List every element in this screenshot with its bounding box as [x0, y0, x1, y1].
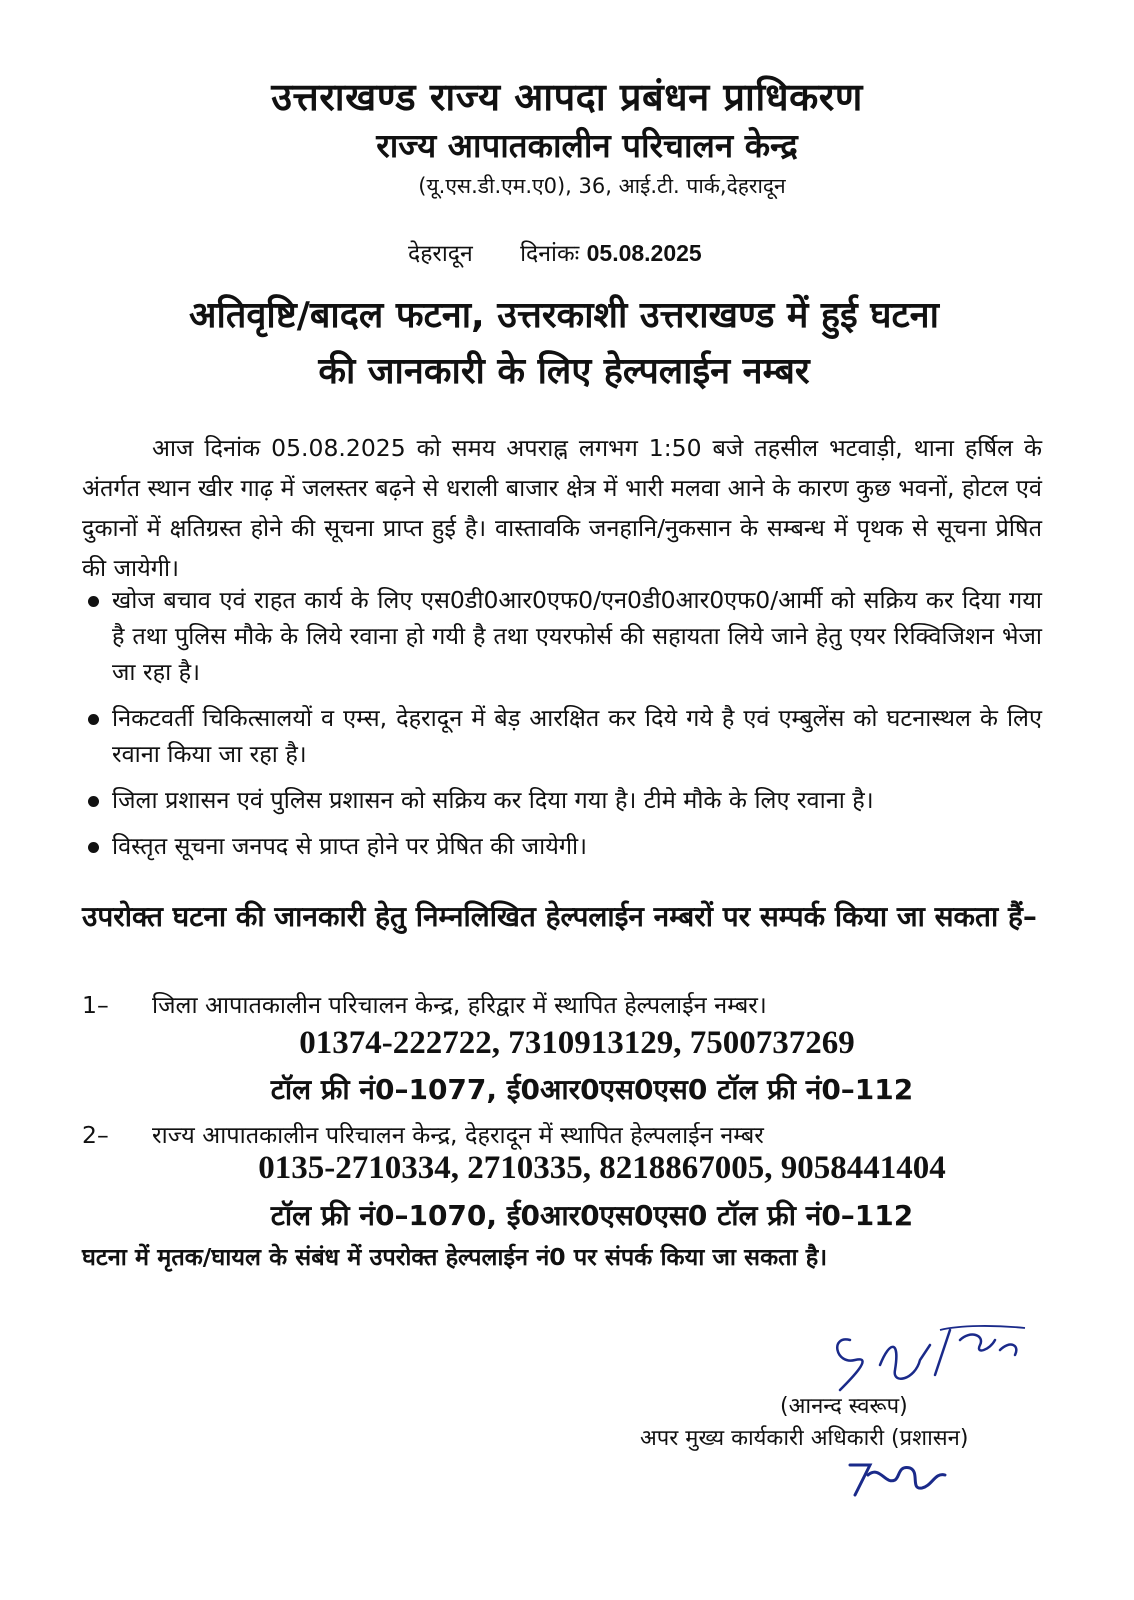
signatory-designation: अपर मुख्य कार्यकारी अधिकारी (प्रशासन): [640, 1426, 969, 1451]
bullet-icon: [88, 842, 99, 853]
helpline-2-index: 2–: [82, 1121, 109, 1149]
place-and-date: [408, 236, 702, 268]
list-item: [82, 700, 1042, 772]
list-item-text: खोज बचाव एवं राहत कार्य के लिए एस0डी0आर0एफ0/एन0डी0आर0एफ0/आर्मी को सक्रिय कर दिया गया है तथा पुलिस मौके के लिये रवाना हो गयी है तथा एयरफोर्स की सहायता लिये जाने हेतु एयर रिक्विजिशन भेजा जा रहा है।: [112, 586, 1042, 686]
subject-line-2: की जानकारी के लिए हेल्पलाईन नम्बर: [318, 351, 810, 392]
list-item: [82, 782, 1042, 818]
action-list: [82, 582, 1042, 874]
body-paragraph: आज दिनांक 05.08.2025 को समय अपराह्न लगभग 1:50 बजे तहसील भटवाड़ी, थाना हर्षिल के अंतर्गत स्थान खीर गाढ़ में जलस्तर बढ़ने से धराली बाजार क्षेत्र में भारी मलवा आने के कारण कुछ भवनों, होटल एवं दुकानों में क्षतिग्रस्त होने की सूचना प्राप्त हुई है। वास्तावकि जनहानि/नुकसान के सम्बन्ध में पृथक से सूचना प्रेषित की जायेगी।: [82, 434, 1042, 582]
handwritten-initials: [840, 1450, 960, 1500]
date-value: 05.08.2025: [586, 240, 702, 266]
list-item-text: निकटवर्ती चिकित्सालयों व एम्स, देहरादून में बेड़ आरक्षित कर दिये गये है एवं एम्बुलेंस को घटनास्थल के लिए रवाना किया जा रहा है।: [112, 704, 1042, 768]
place: देहरादून: [408, 241, 473, 267]
bullet-icon: [88, 796, 99, 807]
helpline-1-text: जिला आपातकालीन परिचालन केन्द्र, हरिद्वार में स्थापित हेल्पलाईन नम्बर।: [152, 991, 767, 1019]
subject-line-1: अतिवृष्टि/बादल फटना, उत्तरकाशी उत्तराखण्ड में हुई घटना: [189, 295, 939, 336]
subject-heading: [84, 288, 1044, 400]
helpline-2-numbers: 0135-2710334, 2710335, 8218867005, 9058441404: [258, 1150, 946, 1186]
list-item: [82, 828, 1042, 864]
helpline-1-toll-free: टॉल फ्री नं0–1077, ई0आर0एस0एस0 टॉल फ्री नं0–112: [270, 1073, 914, 1106]
helpline-2-text: राज्य आपातकालीन परिचालन केन्द्र, देहरादून में स्थापित हेल्पलाईन नम्बर: [152, 1121, 764, 1149]
bullet-icon: [88, 714, 99, 725]
organization-name: उत्तराखण्ड राज्य आपदा प्रबंधन प्राधिकरण: [271, 75, 863, 119]
contact-intro: उपरोक्त घटना की जानकारी हेतु निम्नलिखित हेल्पलाईन नम्बरों पर सम्पर्क किया जा सकता हैं–: [82, 900, 1037, 933]
list-item: [82, 582, 1042, 690]
address: (यू.एस.डी.एम.ए0), 36, आई.टी. पार्क,देहरादून: [418, 174, 786, 198]
centre-name: राज्य आपातकालीन परिचालन केन्द्र: [376, 126, 798, 165]
helpline-1-label: [82, 988, 767, 1020]
signatory-name: (आनन्द स्वरूप): [780, 1394, 908, 1419]
bullet-icon: [88, 596, 99, 607]
helpline-1-index: 1–: [82, 991, 109, 1019]
handwritten-signature: [820, 1320, 1040, 1400]
helpline-1-numbers: 01374-222722, 7310913129, 7500737269: [299, 1025, 855, 1061]
casualty-note: घटना में मृतक/घायल के संबंध में उपरोक्त हेल्पलाईन नं0 पर संपर्क किया जा सकता है।: [82, 1243, 828, 1271]
helpline-2-toll-free: टॉल फ्री नं0–1070, ई0आर0एस0एस0 टॉल फ्री नं0–112: [270, 1199, 914, 1232]
date-label: दिनांकः: [520, 241, 580, 267]
helpline-2-label: [82, 1118, 764, 1150]
list-item-text: जिला प्रशासन एवं पुलिस प्रशासन को सक्रिय कर दिया गया है। टीमे मौके के लिए रवाना है।: [112, 786, 874, 814]
list-item-text: विस्तृत सूचना जनपद से प्राप्त होने पर प्रेषित की जायेगी।: [112, 832, 588, 860]
